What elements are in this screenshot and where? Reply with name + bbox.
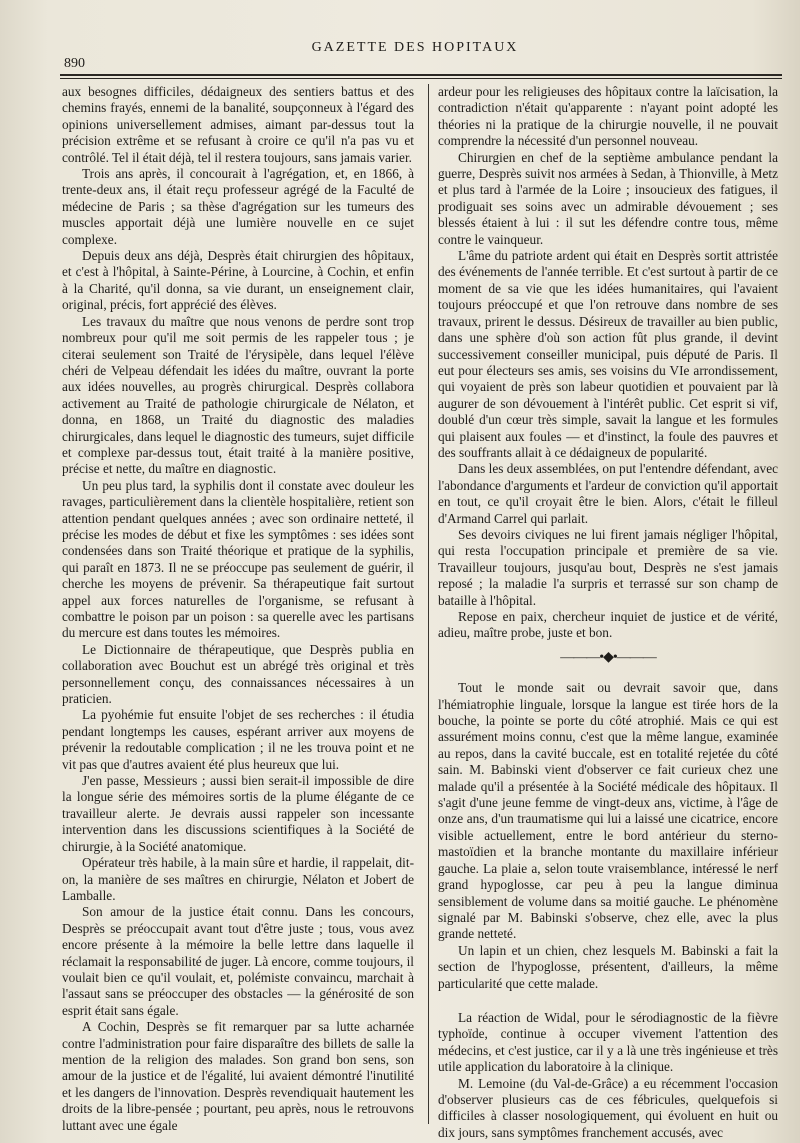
paragraph: Dans les deux assemblées, on put l'entendre défendant, avec l'abondance d'arguments et l'ardeur de conviction qu'il apportait en tout, ce qu'il croyait être le bien. Alors, c'était le filleul d'Armand Carrel qui parlait.: [438, 461, 778, 526]
paragraph: aux besognes difficiles, dédaigneux des sentiers battus et des chemins frayés, ennemi de la banalité, soupçonneux à l'égard des opinions universellement admises, aimant par-dessus tout la précision extrême et se refusant à croire ce qu'il n'a pas vu et contrôlé. Tel il était déjà, tel il restera toujours, sans jamais varier.: [62, 84, 414, 165]
journal-title: GAZETTE DES HOPITAUX: [311, 40, 519, 55]
paragraph: J'en passe, Messieurs ; aussi bien serait-il impossible de dire la longue série des mémoires sortis de la plume élégante de ce travailleur alerte. Je devrais aussi rappeler son incessante intervention dans les discussions scientifiques à la Société de chirurgie, à la Société anatomique.: [62, 773, 414, 854]
page-number: 890: [64, 56, 85, 71]
column-divider: [428, 84, 429, 1124]
paragraph: Chirurgien en chef de la septième ambulance pendant la guerre, Desprès suivit nos armées à Sedan, à Thionville, à Metz et plus tard à l'armée de la Loire ; insoucieux des fatigues, il prodiguait ses soins avec un admirable dévouement ; ses blessés étaient à lui : il sut les défendre contre tous, même contre le vainqueur.: [438, 149, 778, 247]
paragraph: La pyohémie fut ensuite l'objet de ses recherches : il étudia pendant longtemps les causes, espérant arriver aux moyens de prévenir la redoutable complication ; il ne les trouva point et ne vit pas que d'autres avaient été plus heureux que lui.: [62, 707, 414, 772]
page-header: [60, 34, 770, 74]
paragraph: Trois ans après, il concourait à l'agrégation, et, en 1866, à trente-deux ans, il était reçu professeur agrégé de la Faculté de médecine de Paris ; sa thèse d'agrégation sur les tumeurs des muscles apportait déjà une lumière nouvelle en ce sujet complexe.: [62, 166, 414, 247]
left-column: [62, 84, 414, 1134]
paragraph: Un lapin et un chien, chez lesquels M. Babinski a fait la section de l'hypoglosse, présentent, d'ailleurs, la même particularité que cette malade.: [438, 942, 778, 991]
paragraph: M. Lemoine (du Val-de-Grâce) a eu récemment l'occasion d'observer plusieurs cas de ces fébricules, quelquefois si difficiles à classer nosologiquement, qui évoluent en huit ou dix jours, sans symptômes franchement accusés, avec: [438, 1075, 778, 1140]
paragraph: Opérateur très habile, à la main sûre et hardie, il rappelait, dit-on, la manière de ses maîtres en chirurgie, Nélaton et Jobert de Lamballe.: [62, 855, 414, 903]
paragraph: Le Dictionnaire de thérapeutique, que Desprès publia en collaboration avec Bouchut est un abrégé très original et très personnellement conçu, des connaissances nécessaires à un praticien.: [62, 641, 414, 707]
paragraph: Les travaux du maître que nous venons de perdre sont trop nombreux pour qu'il me soit permis de les rappeler tous ; je citerai seulement son Traité de l'érysipèle, dans lequel l'élève chéri de Velpeau défendait les idées du maître, ouvrant la porte aux idées nouvelles, au progrès chirurgical. Desprès collabora activement au Traité de pathologie chirurgicale de Nélaton, et donna, en 1868, un Traité du diagnostic des maladies chirurgicales, dans lequel le diagnostic des tumeurs, sujet difficile et complexe par-dessus tout, était traité à la manière positive, précise et nette, du maître en diagnostic.: [62, 313, 414, 477]
paragraph: ardeur pour les religieuses des hôpitaux contre la laïcisation, la contradiction n'était qu'apparente : n'ayant point adopté les théories ni la pratique de la chirurgie nouvelle, il ne pouvait comprendre la nécessité d'un personnel nouveau.: [438, 84, 778, 149]
paragraph: Depuis deux ans déjà, Desprès était chirurgien des hôpitaux, et c'est à l'hôpital, à Sainte-Périne, à Lourcine, à Cochin, et enfin à la Charité, qu'il donna, sa vie durant, un enseignement clair, original, précis, fort apprécié des élèves.: [62, 248, 414, 313]
paragraph: Repose en paix, chercheur inquiet de justice et de vérité, adieu, maître probe, juste et bon.: [438, 609, 778, 641]
header-rule-thin: [60, 78, 782, 79]
paragraph: A Cochin, Desprès se fit remarquer par sa lutte acharnée contre l'administration pour faire disparaître des billets de salle la mention de la religion des malades. Son grand bon sens, son amour de la justice et de l'égalité, lui avaient démontré l'inutilité et les dangers de l'innovation. Desprès revendiquait hautement les droits de la libre-pensée ; pourtant, peu après, nous le retrouvons luttant avec une égale: [62, 1019, 414, 1133]
paragraph: La réaction de Widal, pour le sérodiagnostic de la fièvre typhoïde, continue à occuper vivement l'attention des médecins, et c'est justice, car il y a là une très ingénieuse et très utile application du laboratoire à la clinique.: [438, 1009, 778, 1075]
paragraph: Un peu plus tard, la syphilis dont il constate avec douleur les ravages, particulièrement dans la clientèle hospitalière, retient son attention pendant quelques années ; avec son ordinaire netteté, il précise les modes de début et fixe les symptômes : ses idées sont condensées dans son Traité théorique et pratique de la syphilis, qui paraît en 1873. Il ne se préoccupe pas seulement de guérir, il cherche les moyens de prévenir. Sa thérapeutique fait surtout appel aux forces naturelles de l'organisme, se refusant à combattre le poison par un poison : sa querelle avec les partisans du mercure est dans toutes les mémoires.: [62, 477, 414, 641]
section-gap: [438, 992, 778, 1010]
paragraph: Son amour de la justice était connu. Dans les concours, Desprès se préoccupait avant tout d'être juste ; tous, vous avez encore présente à la mémoire la belle lettre dans laquelle il réclamait la responsabilité de juger. Là encore, comme toujours, il voulait bien ce qu'il voulait, et, polémiste convaincu, marchait à l'assaut sans se préoccuper des obstacles — la générosité de son esprit était sans égale.: [62, 904, 414, 1018]
paragraph: L'âme du patriote ardent qui était en Desprès sortit attristée des événements de l'année terrible. Et c'est surtout à partir de ce moment de sa vie que les idées humanitaires, qui l'avaient toujours préoccupé et que l'on retrouve dans nombre de ses travaux, prirent le dessus. Désireux de travailler au bien public, dans une sphère d'où son action fût plus grande, il devint successivement conseiller municipal, puis député de Paris. Il eut pour électeurs ses amis, ses voisins du VIe arrondissement, qui voyaient de près son labeur quotidien et pouvaient par là augurer de son dévouement à l'intérêt public. Cet esprit si vif, doublé d'un cœur très simple, savait la langue et les formules qui plaisent aux foules — et d'instinct, la foule des pauvres et des souffrants allait à ce dédaigneux de popularité.: [438, 248, 778, 460]
right-column: [438, 84, 778, 1141]
paragraph: Ses devoirs civiques ne lui firent jamais négliger l'hôpital, qui resta l'occupation principale et première de sa vie. Travailleur toujours, jusqu'au bout, Desprès ne s'est jamais reposé ; la maladie l'a surpris et terrassé sur son champ de bataille à l'hôpital.: [438, 526, 778, 608]
header-rule: [60, 74, 782, 76]
section-separator: ———•◆•———: [560, 649, 656, 665]
paragraph: Tout le monde sait ou devrait savoir que, dans l'hémiatrophie linguale, lorsque la langue est tirée hors de la bouche, la pointe se porte du côté atrophié. Mais ce qui est assurément moins connu, c'est que la même langue, examinée au repos, dans la cavité buccale, est en totalité rejetée du côté sain. M. Babinski vient d'observer ce fait curieux chez une malade qu'il a présentée à la Société médicale des hôpitaux. Il s'agit d'une jeune femme de vingt-deux ans, victime, à l'âge de onze ans, d'un traumatisme qui lui a laissé une cicatrice, encore visible actuellement, entre le bord antérieur du sterno-mastoïdien et la branche montante du maxillaire inférieur gauche. La plaie a, selon toute vraisemblance, intéressé le nerf grand hypoglosse, car peu à peu la langue diminua sensiblement de volume dans sa moitié gauche. Le phénomène signalé par M. Babinski s'observe, chez elle, avec la plus grande netteté.: [438, 680, 778, 942]
